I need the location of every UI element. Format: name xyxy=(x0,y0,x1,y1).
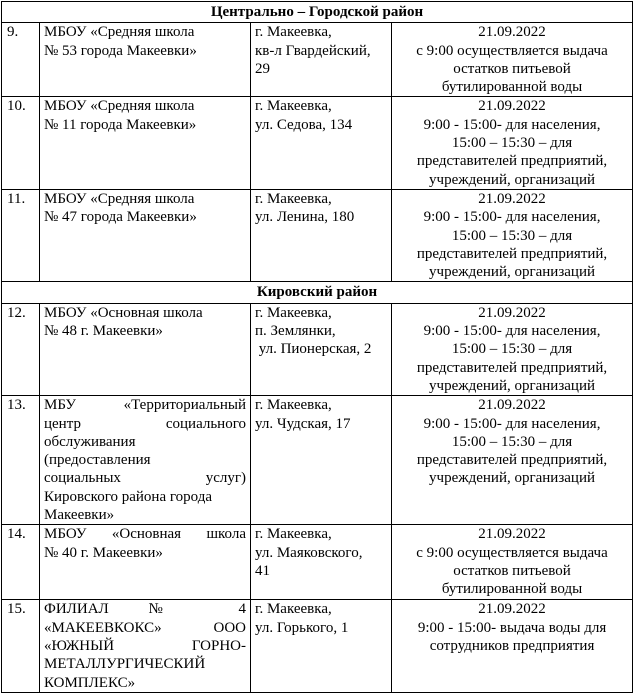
institution-name xyxy=(40,189,251,281)
distribution-date: 21.09.2022 xyxy=(478,98,546,115)
address-line: г. Макеевка, xyxy=(255,24,332,41)
distribution-info-line: с 9:00 осуществляется выдача xyxy=(416,544,608,561)
distribution-info-line: 9:00 - 15:00- выдача воды для xyxy=(417,619,607,636)
distribution-date: 21.09.2022 xyxy=(478,526,546,543)
distribution-info-line: представителей предприятий, xyxy=(416,359,608,376)
institution-name-line: «МАКЕЕВКОКС» ООО xyxy=(44,619,246,636)
address-line: г. Макеевка, xyxy=(255,397,332,414)
address xyxy=(251,600,392,693)
institution-name-line: МБОУ «Основная школа xyxy=(44,526,246,543)
institution-name-line: № 40 г. Макеевки» xyxy=(44,544,163,561)
distribution-info-line: 15:00 – 15:30 – для xyxy=(451,135,573,152)
address-line: 41 xyxy=(255,562,270,579)
distribution-info-line: бутилированной воды xyxy=(441,581,583,598)
table-body xyxy=(2,2,633,693)
distribution-info-line: учреждений, организаций xyxy=(429,171,595,188)
institution-name xyxy=(40,396,251,525)
institution-name-line: № 48 г. Макеевки» xyxy=(44,323,163,340)
address-line: ул. Пионерская, 2 xyxy=(255,341,372,358)
distribution-info-line: представителей предприятий, xyxy=(416,452,608,469)
section-header-row xyxy=(2,2,633,23)
address-line: ул. Седова, 134 xyxy=(255,116,353,133)
institution-name xyxy=(40,303,251,395)
distribution-info-line: учреждений, организаций xyxy=(429,377,595,394)
distribution-info-line: 15:00 – 15:30 – для xyxy=(451,227,573,244)
row-number: 9. xyxy=(2,23,40,97)
institution-name-line: Макеевки» xyxy=(44,507,115,524)
address xyxy=(251,396,392,525)
distribution-info xyxy=(392,97,633,189)
address-line: 29 xyxy=(255,60,270,77)
table-row xyxy=(2,23,633,97)
table-row xyxy=(2,97,633,189)
address xyxy=(251,525,392,600)
table-row xyxy=(2,600,633,693)
institution-name-line: МБОУ «Средняя школа xyxy=(44,24,195,41)
table-row xyxy=(2,525,633,600)
distribution-info-line: 15:00 – 15:30 – для xyxy=(451,341,573,358)
distribution-info-line: 15:00 – 15:30 – для xyxy=(451,433,573,450)
address xyxy=(251,97,392,189)
address xyxy=(251,23,392,97)
distribution-info xyxy=(392,600,633,693)
table-row xyxy=(2,189,633,281)
table-row xyxy=(2,303,633,395)
address-line: ул. Маяковского, xyxy=(255,544,363,561)
distribution-date: 21.09.2022 xyxy=(478,397,546,414)
distribution-date: 21.09.2022 xyxy=(478,601,546,618)
distribution-info-line: сотрудников предприятия xyxy=(429,637,595,654)
distribution-date: 21.09.2022 xyxy=(478,190,546,207)
distribution-info-line: 9:00 - 15:00- для населения, xyxy=(423,116,601,133)
section-title: Центрально – Городской район xyxy=(2,2,633,23)
institution-name-line: центр социального xyxy=(44,415,246,432)
institution-name-line: МБУ «Территориальный xyxy=(44,397,246,414)
institution-name xyxy=(40,600,251,693)
distribution-info xyxy=(392,396,633,525)
institution-name xyxy=(40,525,251,600)
institution-name-line: (предоставления xyxy=(44,452,151,469)
distribution-info-line: представителей предприятий, xyxy=(416,153,608,170)
water-distribution-table xyxy=(1,1,633,693)
distribution-info-line: 9:00 - 15:00- для населения, xyxy=(423,323,601,340)
distribution-date: 21.09.2022 xyxy=(478,304,546,321)
row-number: 12. xyxy=(2,303,40,395)
row-number: 11. xyxy=(2,189,40,281)
address xyxy=(251,303,392,395)
address-line: п. Землянки, xyxy=(255,323,336,340)
institution-name-line: № 47 города Макеевки» xyxy=(44,209,197,226)
distribution-info xyxy=(392,303,633,395)
section-header-row xyxy=(2,282,633,303)
address-line: г. Макеевка, xyxy=(255,601,332,618)
distribution-date: 21.09.2022 xyxy=(478,24,546,41)
institution-name-line: МБОУ «Средняя школа xyxy=(44,190,195,207)
institution-name xyxy=(40,23,251,97)
row-number: 15. xyxy=(2,600,40,693)
distribution-info xyxy=(392,525,633,600)
distribution-info xyxy=(392,189,633,281)
distribution-info-line: представителей предприятий, xyxy=(416,245,608,262)
distribution-info-line: учреждений, организаций xyxy=(429,470,595,487)
address xyxy=(251,189,392,281)
distribution-info-line: остатков питьевой xyxy=(453,60,571,77)
address-line: ул. Ленина, 180 xyxy=(255,209,355,226)
section-title: Кировский район xyxy=(2,282,633,303)
institution-name-line: МЕТАЛЛУРГИЧЕСКИЙ xyxy=(44,656,206,673)
address-line: г. Макеевка, xyxy=(255,98,332,115)
institution-name-line: Кировского района города xyxy=(44,488,212,505)
institution-name-line: МБОУ «Основная школа xyxy=(44,304,203,321)
institution-name-line: КОМПЛЕКС» xyxy=(44,674,136,691)
institution-name-line: обслуживания xyxy=(44,433,136,450)
address-line: г. Макеевка, xyxy=(255,190,332,207)
institution-name-line: № 11 города Макеевки» xyxy=(44,116,197,133)
distribution-info-line: 9:00 - 15:00- для населения, xyxy=(423,209,601,226)
address-line: г. Макеевка, xyxy=(255,526,332,543)
institution-name-line: ФИЛИАЛ № 4 xyxy=(44,601,246,618)
institution-name-line: «ЮЖНЫЙ ГОРНО- xyxy=(44,637,246,654)
institution-name-line: МБОУ «Средняя школа xyxy=(44,98,195,115)
address-line: кв-л Гвардейский, xyxy=(255,42,371,59)
institution-name xyxy=(40,97,251,189)
address-line: г. Макеевка, xyxy=(255,304,332,321)
row-number: 14. xyxy=(2,525,40,600)
distribution-info-line: учреждений, организаций xyxy=(429,264,595,281)
institution-name-line: социальных услуг) xyxy=(44,470,246,487)
address-line: ул. Горького, 1 xyxy=(255,619,349,636)
distribution-info-line: с 9:00 осуществляется выдача xyxy=(416,42,608,59)
row-number: 13. xyxy=(2,396,40,525)
distribution-info-line: бутилированной воды xyxy=(441,79,583,96)
distribution-info-line: 9:00 - 15:00- для населения, xyxy=(423,415,601,432)
address-line: ул. Чудская, 17 xyxy=(255,415,351,432)
distribution-info-line: остатков питьевой xyxy=(453,562,571,579)
table-row xyxy=(2,396,633,525)
row-number: 10. xyxy=(2,97,40,189)
distribution-info xyxy=(392,23,633,97)
institution-name-line: № 53 города Макеевки» xyxy=(44,42,197,59)
